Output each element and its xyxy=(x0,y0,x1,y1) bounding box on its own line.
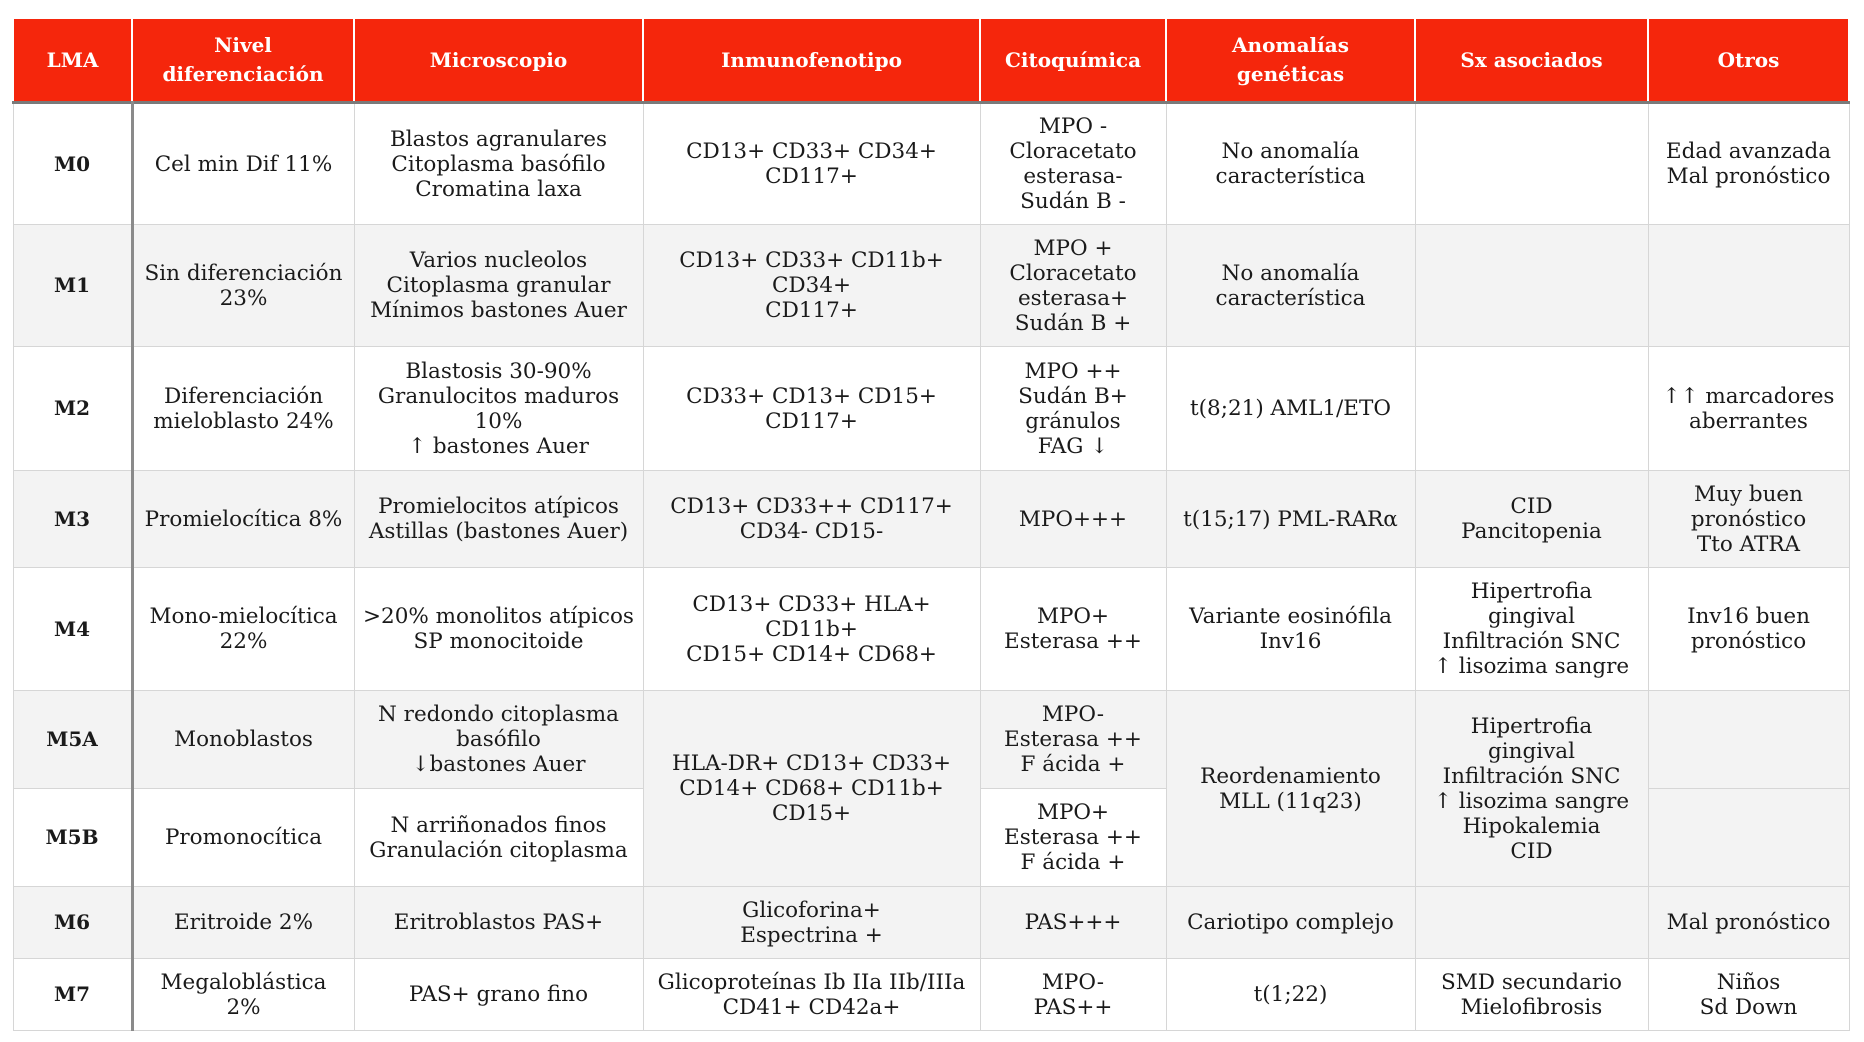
cell-citoquimica: MPO+++ xyxy=(980,471,1166,568)
cell-citoquimica: PAS+++ xyxy=(980,887,1166,959)
cell-sx: Hipertrofia gingival Infiltración SNC ↑ lisozima sangre Hipokalemia CID xyxy=(1415,691,1648,887)
cell-inmunofenotipo: HLA-DR+ CD13+ CD33+ CD14+ CD68+ CD11b+ CD15+ xyxy=(643,691,980,887)
cell-otros xyxy=(1648,691,1849,789)
cell-microscopio: PAS+ grano fino xyxy=(354,959,643,1031)
cell-subtype: M5B xyxy=(13,789,132,887)
cell-sx xyxy=(1415,225,1648,347)
cell-microscopio: >20% monolitos atípicos SP monocitoide xyxy=(354,568,643,691)
cell-sx xyxy=(1415,103,1648,225)
cell-subtype: M0 xyxy=(13,103,132,225)
cell-microscopio: Blastos agranulares Citoplasma basófilo Cromatina laxa xyxy=(354,103,643,225)
cell-inmunofenotipo: CD33+ CD13+ CD15+ CD117+ xyxy=(643,347,980,471)
cell-otros: Muy buen pronóstico Tto ATRA xyxy=(1648,471,1849,568)
cell-otros xyxy=(1648,225,1849,347)
cell-sx xyxy=(1415,887,1648,959)
cell-otros: ↑↑ marcadores aberrantes xyxy=(1648,347,1849,471)
cell-sx xyxy=(1415,347,1648,471)
cell-microscopio: Promielocitos atípicos Astillas (bastones Auer) xyxy=(354,471,643,568)
cell-sx: Hipertrofia gingival Infiltración SNC ↑ lisozima sangre xyxy=(1415,568,1648,691)
cell-nivel: Eritroide 2% xyxy=(132,887,354,959)
table-row-m6 xyxy=(13,887,1849,959)
cell-otros: Inv16 buen pronóstico xyxy=(1648,568,1849,691)
cell-genetica: t(15;17) PML-RARα xyxy=(1166,471,1415,568)
cell-microscopio: N arriñonados finos Granulación citoplasma xyxy=(354,789,643,887)
cell-citoquimica: MPO - Cloracetato esterasa- Sudán B - xyxy=(980,103,1166,225)
cell-nivel: Sin diferenciación 23% xyxy=(132,225,354,347)
cell-subtype: M4 xyxy=(13,568,132,691)
cell-otros: Edad avanzada Mal pronóstico xyxy=(1648,103,1849,225)
table-row-m2 xyxy=(13,347,1849,471)
cell-citoquimica: MPO- PAS++ xyxy=(980,959,1166,1031)
table-row-m3 xyxy=(13,471,1849,568)
cell-inmunofenotipo: Glicoproteínas Ib IIa IIb/IIIa CD41+ CD42a+ xyxy=(643,959,980,1031)
header-anomalias-geneticas: Anomalías genéticas xyxy=(1166,19,1415,103)
cell-citoquimica: MPO+ Esterasa ++ F ácida + xyxy=(980,789,1166,887)
cell-microscopio: Eritroblastos PAS+ xyxy=(354,887,643,959)
table-row-m1 xyxy=(13,225,1849,347)
cell-otros xyxy=(1648,789,1849,887)
cell-inmunofenotipo: CD13+ CD33+ CD34+ CD117+ xyxy=(643,103,980,225)
cell-nivel: Megaloblástica 2% xyxy=(132,959,354,1031)
cell-citoquimica: MPO + Cloracetato esterasa+ Sudán B + xyxy=(980,225,1166,347)
cell-nivel: Monoblastos xyxy=(132,691,354,789)
header-lma: LMA xyxy=(13,19,132,103)
table-row-m5a xyxy=(13,691,1849,789)
cell-sx: SMD secundario Mielofibrosis xyxy=(1415,959,1648,1031)
cell-inmunofenotipo: CD13+ CD33++ CD117+ CD34- CD15- xyxy=(643,471,980,568)
cell-subtype: M5A xyxy=(13,691,132,789)
header-microscopio: Microscopio xyxy=(354,19,643,103)
header-nivel-diferenciacion: Nivel diferenciación xyxy=(132,19,354,103)
cell-nivel: Promonocítica xyxy=(132,789,354,887)
lma-classification-table xyxy=(12,19,1850,1031)
cell-genetica: No anomalía característica xyxy=(1166,225,1415,347)
cell-subtype: M7 xyxy=(13,959,132,1031)
cell-otros: Niños Sd Down xyxy=(1648,959,1849,1031)
cell-citoquimica: MPO- Esterasa ++ F ácida + xyxy=(980,691,1166,789)
cell-otros: Mal pronóstico xyxy=(1648,887,1849,959)
cell-sx: CID Pancitopenia xyxy=(1415,471,1648,568)
cell-citoquimica: MPO ++ Sudán B+ gránulos FAG ↓ xyxy=(980,347,1166,471)
table-row-m7 xyxy=(13,959,1849,1031)
cell-genetica: Cariotipo complejo xyxy=(1166,887,1415,959)
cell-genetica: t(8;21) AML1/ETO xyxy=(1166,347,1415,471)
cell-microscopio: Blastosis 30-90% Granulocitos maduros 10% ↑ bastones Auer xyxy=(354,347,643,471)
cell-genetica: t(1;22) xyxy=(1166,959,1415,1031)
header-citoquimica: Citoquímica xyxy=(980,19,1166,103)
cell-subtype: M1 xyxy=(13,225,132,347)
header-inmunofenotipo: Inmunofenotipo xyxy=(643,19,980,103)
cell-microscopio: N redondo citoplasma basófilo ↓bastones Auer xyxy=(354,691,643,789)
cell-inmunofenotipo: CD13+ CD33+ HLA+ CD11b+ CD15+ CD14+ CD68+ xyxy=(643,568,980,691)
header-sx-asociados: Sx asociados xyxy=(1415,19,1648,103)
header-row xyxy=(13,19,1849,103)
cell-genetica: No anomalía característica xyxy=(1166,103,1415,225)
cell-inmunofenotipo: Glicoforina+ Espectrina + xyxy=(643,887,980,959)
cell-genetica: Variante eosinófila Inv16 xyxy=(1166,568,1415,691)
cell-microscopio: Varios nucleolos Citoplasma granular Mínimos bastones Auer xyxy=(354,225,643,347)
cell-nivel: Cel min Dif 11% xyxy=(132,103,354,225)
table-row-m0 xyxy=(13,103,1849,225)
header-otros: Otros xyxy=(1648,19,1849,103)
cell-nivel: Mono-mielocítica 22% xyxy=(132,568,354,691)
cell-inmunofenotipo: CD13+ CD33+ CD11b+ CD34+ CD117+ xyxy=(643,225,980,347)
cell-genetica: Reordenamiento MLL (11q23) xyxy=(1166,691,1415,887)
cell-subtype: M6 xyxy=(13,887,132,959)
cell-nivel: Diferenciación mieloblasto 24% xyxy=(132,347,354,471)
cell-citoquimica: MPO+ Esterasa ++ xyxy=(980,568,1166,691)
cell-subtype: M3 xyxy=(13,471,132,568)
table-row-m4 xyxy=(13,568,1849,691)
cell-subtype: M2 xyxy=(13,347,132,471)
cell-nivel: Promielocítica 8% xyxy=(132,471,354,568)
